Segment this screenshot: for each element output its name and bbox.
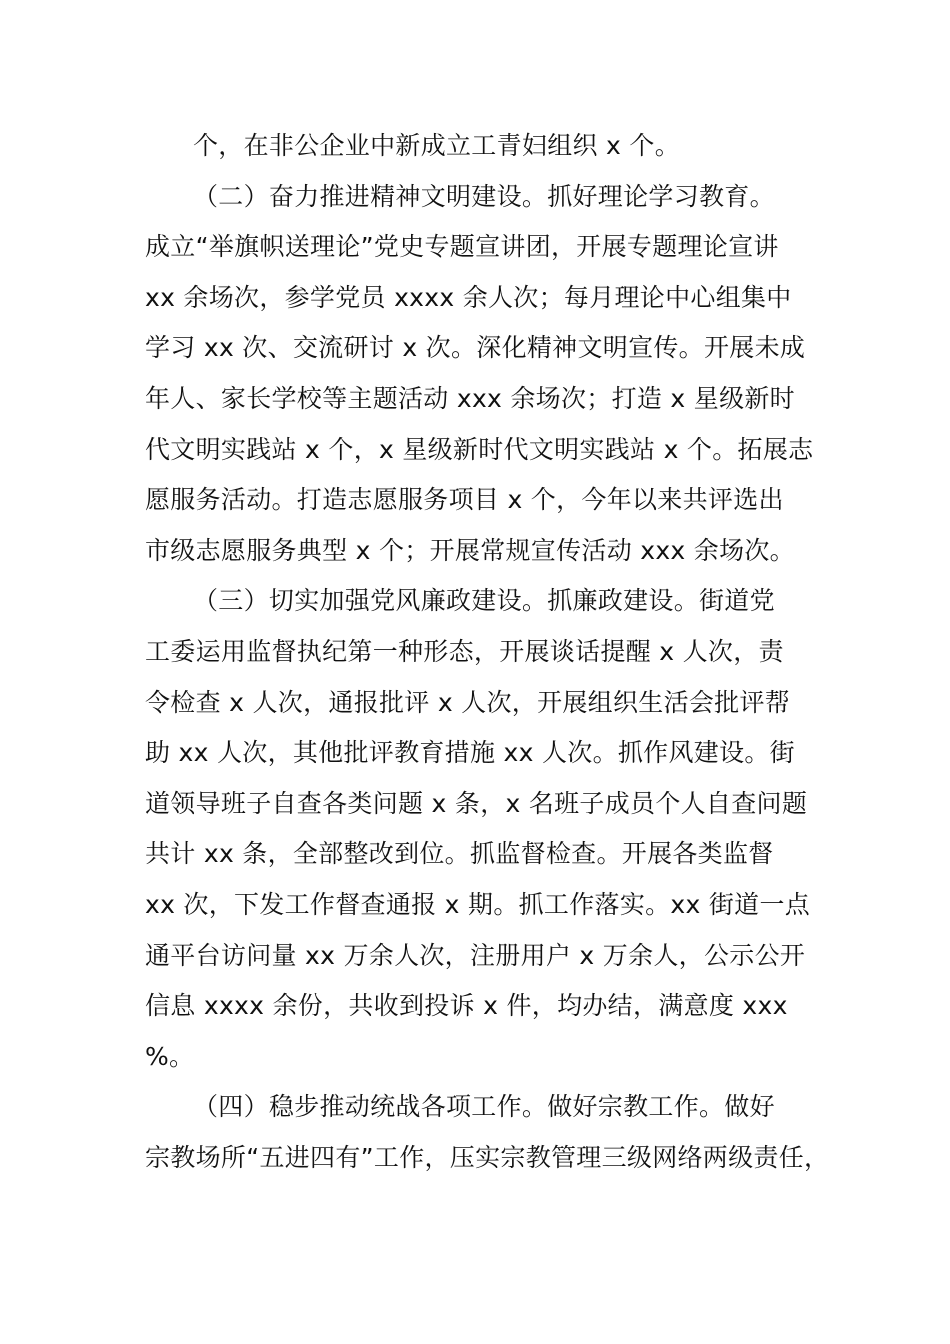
text-line: 共计 xx 条，全部整改到位。抓监督检查。开展各类监督 <box>145 839 774 869</box>
text-line: 年人、家长学校等主题活动 xxx 余场次；打造 x 星级新时 <box>145 383 795 413</box>
text-line: （四）稳步推动统战各项工作。做好宗教工作。做好 <box>193 1092 775 1122</box>
text-line: 助 xx 人次，其他批评教育措施 xx 人次。抓作风建设。街 <box>145 738 795 768</box>
text-line: 市级志愿服务典型 x 个；开展常规宣传活动 xxx 余场次。 <box>145 535 795 565</box>
text-line: 愿服务活动。打造志愿服务项目 x 个，今年以来共评选出 <box>145 485 784 515</box>
text-line: （二）奋力推进精神文明建设。抓好理论学习教育。 <box>193 181 775 211</box>
text-line: 成立“举旗帜送理论”党史专题宣讲团，开展专题理论宣讲 <box>145 232 779 262</box>
text-line: 工委运用监督执纪第一种形态，开展谈话提醒 x 人次，责 <box>145 636 784 666</box>
text-line: 学习 xx 次、交流研讨 x 次。深化精神文明宣传。开展未成 <box>145 333 806 363</box>
text-line: 个，在非公企业中新成立工青妇组织 x 个。 <box>193 131 680 160</box>
text-line: 道领导班子自查各类问题 x 条，x 名班子成员个人自查问题 <box>145 788 808 818</box>
text-line: xx 次，下发工作督查通报 x 期。抓工作落实。xx 街道一点 <box>145 889 811 919</box>
text-line: 信息 xxxx 余份，共收到投诉 x 件，均办结，满意度 xxx <box>145 991 788 1021</box>
text-line: 令检查 x 人次，通报批评 x 人次，开展组织生活会批评帮 <box>145 687 791 717</box>
text-line: %。 <box>145 1041 195 1071</box>
body-text <box>145 121 830 1183</box>
text-line: （三）切实加强党风廉政建设。抓廉政建设。街道党 <box>193 586 775 616</box>
text-line: 宗教场所“五进四有”工作，压实宗教管理三级网络两级责任， <box>145 1142 830 1172</box>
text-line: 代文明实践站 x 个，x 星级新时代文明实践站 x 个。拓展志 <box>145 434 814 464</box>
text-line: xx 余场次，参学党员 xxxx 余人次；每月理论中心组集中 <box>145 282 792 312</box>
text-line: 通平台访问量 xx 万余人次，注册用户 x 万余人，公示公开 <box>145 940 806 970</box>
